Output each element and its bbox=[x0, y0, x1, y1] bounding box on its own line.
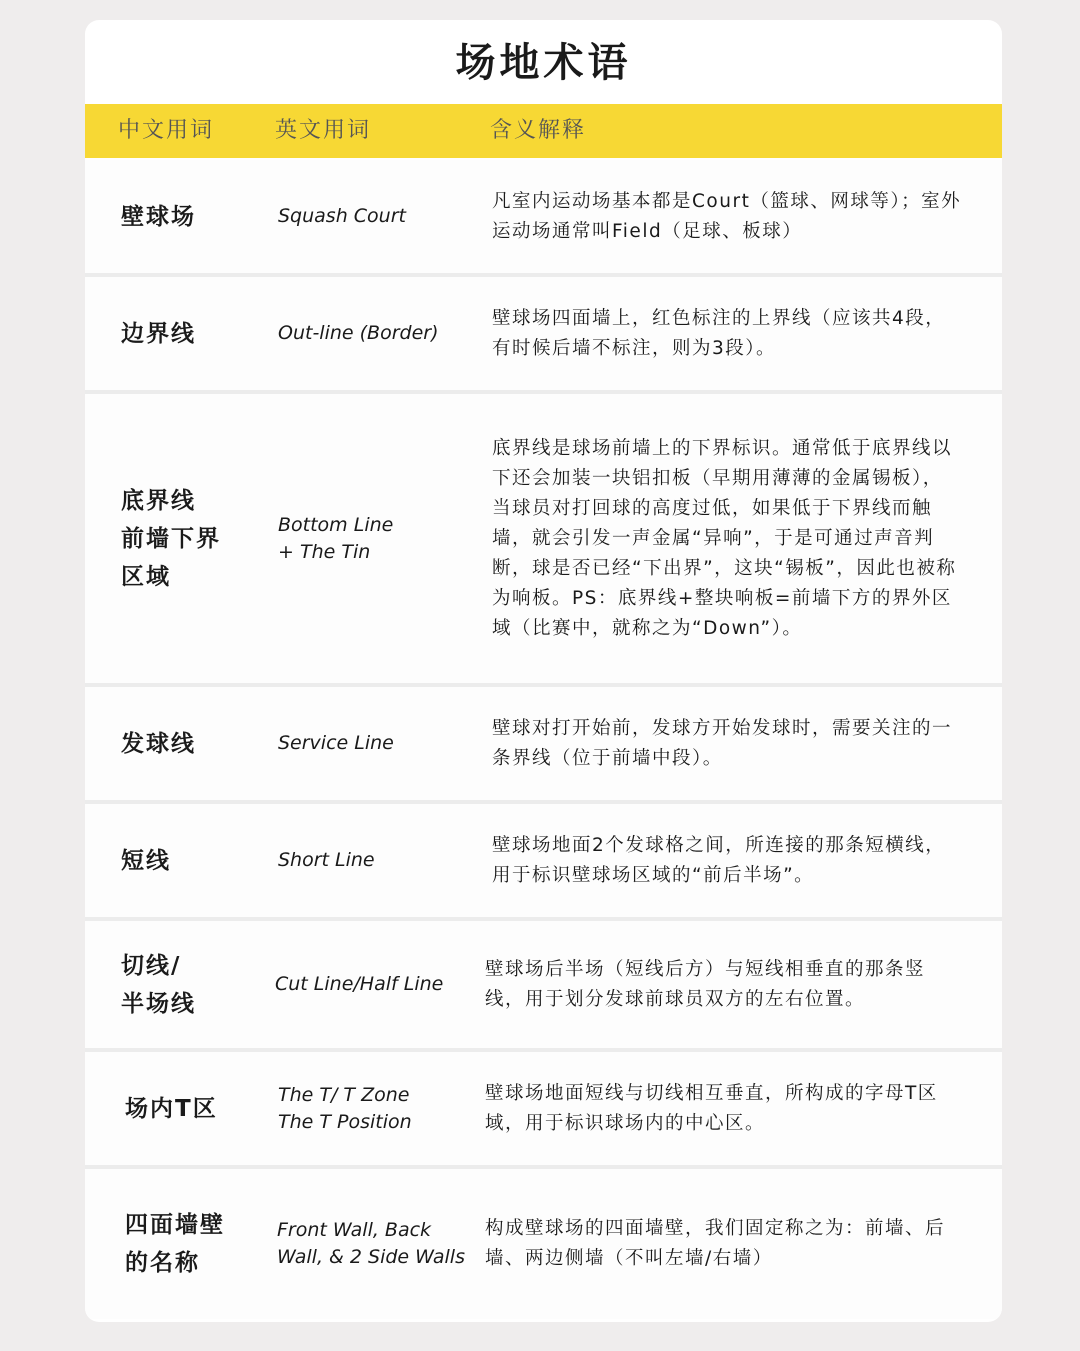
term-meaning: 壁球场地面2个发球格之间，所连接的那条短横线，用于标识壁球场区域的“前后半场”。 bbox=[492, 834, 946, 886]
english-term: Squash Court bbox=[278, 205, 406, 227]
english-term: Out-line (Border) bbox=[278, 322, 439, 344]
term-meaning: 构成壁球场的四面墙壁，我们固定称之为：前墙、后墙、两边侧墙（不叫左墙/右墙） bbox=[485, 1218, 946, 1269]
chinese-term: 边界线 bbox=[121, 320, 196, 347]
terms-card bbox=[85, 20, 1002, 1322]
chinese-term: 四面墙壁 的名称 bbox=[125, 1212, 225, 1276]
header-english-term: 英文用词 bbox=[275, 118, 372, 143]
table-row bbox=[85, 1052, 1002, 1169]
chinese-term: 底界线 前墙下界 区域 bbox=[121, 487, 221, 590]
table-row bbox=[85, 1169, 1002, 1319]
english-term: Service Line bbox=[278, 732, 394, 754]
term-meaning: 壁球场地面短线与切线相互垂直，所构成的字母T区域，用于标识球场内的中心区。 bbox=[485, 1082, 938, 1134]
table-row bbox=[85, 277, 1002, 394]
term-meaning: 壁球对打开始前，发球方开始发球时，需要关注的一条界线（位于前墙中段）。 bbox=[492, 717, 953, 769]
english-term: Cut Line/Half Line bbox=[275, 973, 444, 995]
english-term: Front Wall, Back Wall, & 2 Side Walls bbox=[277, 1219, 465, 1268]
term-meaning: 凡室内运动场基本都是Court（篮球、网球等）；室外运动场通常叫Field（足球、板球） bbox=[492, 190, 962, 242]
chinese-term: 场内T区 bbox=[125, 1095, 218, 1122]
table-row bbox=[85, 160, 1002, 277]
terms-table bbox=[85, 160, 1002, 1319]
term-meaning: 壁球场后半场（短线后方）与短线相垂直的那条竖线，用于划分发球前球员双方的左右位置。 bbox=[485, 958, 926, 1010]
chinese-term: 发球线 bbox=[121, 730, 196, 757]
chinese-term: 短线 bbox=[121, 847, 171, 874]
term-meaning: 底界线是球场前墙上的下界标识。通常低于底界线以下还会加装一块铝扣板（早期用薄薄的金属锡板），当球员对打回球的高度过低，如果低于下界线而触墙，就会引发一声金属“异响”，于是可通过声音判断，球是否已经“下出界”，这块“锡板”，因此也被称为响板。PS：底界线+整块响板=前墙下方的界外区域（比赛中，就称之为“Down”）。 bbox=[492, 437, 957, 639]
table-row bbox=[85, 804, 1002, 921]
term-meaning: 壁球场四面墙上，红色标注的上界线（应该共4段，有时候后墙不标注，则为3段）。 bbox=[492, 307, 946, 359]
table-row bbox=[85, 921, 1002, 1052]
table-header bbox=[85, 104, 1002, 158]
table-row bbox=[85, 687, 1002, 804]
chinese-term: 切线/ 半场线 bbox=[121, 952, 196, 1017]
header-meaning: 含义解释 bbox=[490, 118, 587, 143]
header-chinese-term: 中文用词 bbox=[118, 118, 215, 143]
english-term: Short Line bbox=[278, 849, 375, 871]
english-term: The T/ T Zone The T Position bbox=[278, 1083, 412, 1133]
page-title: 场地术语 bbox=[455, 40, 632, 86]
english-term: Bottom Line + The Tin bbox=[278, 513, 394, 563]
table-row bbox=[85, 394, 1002, 687]
chinese-term: 壁球场 bbox=[121, 203, 196, 230]
